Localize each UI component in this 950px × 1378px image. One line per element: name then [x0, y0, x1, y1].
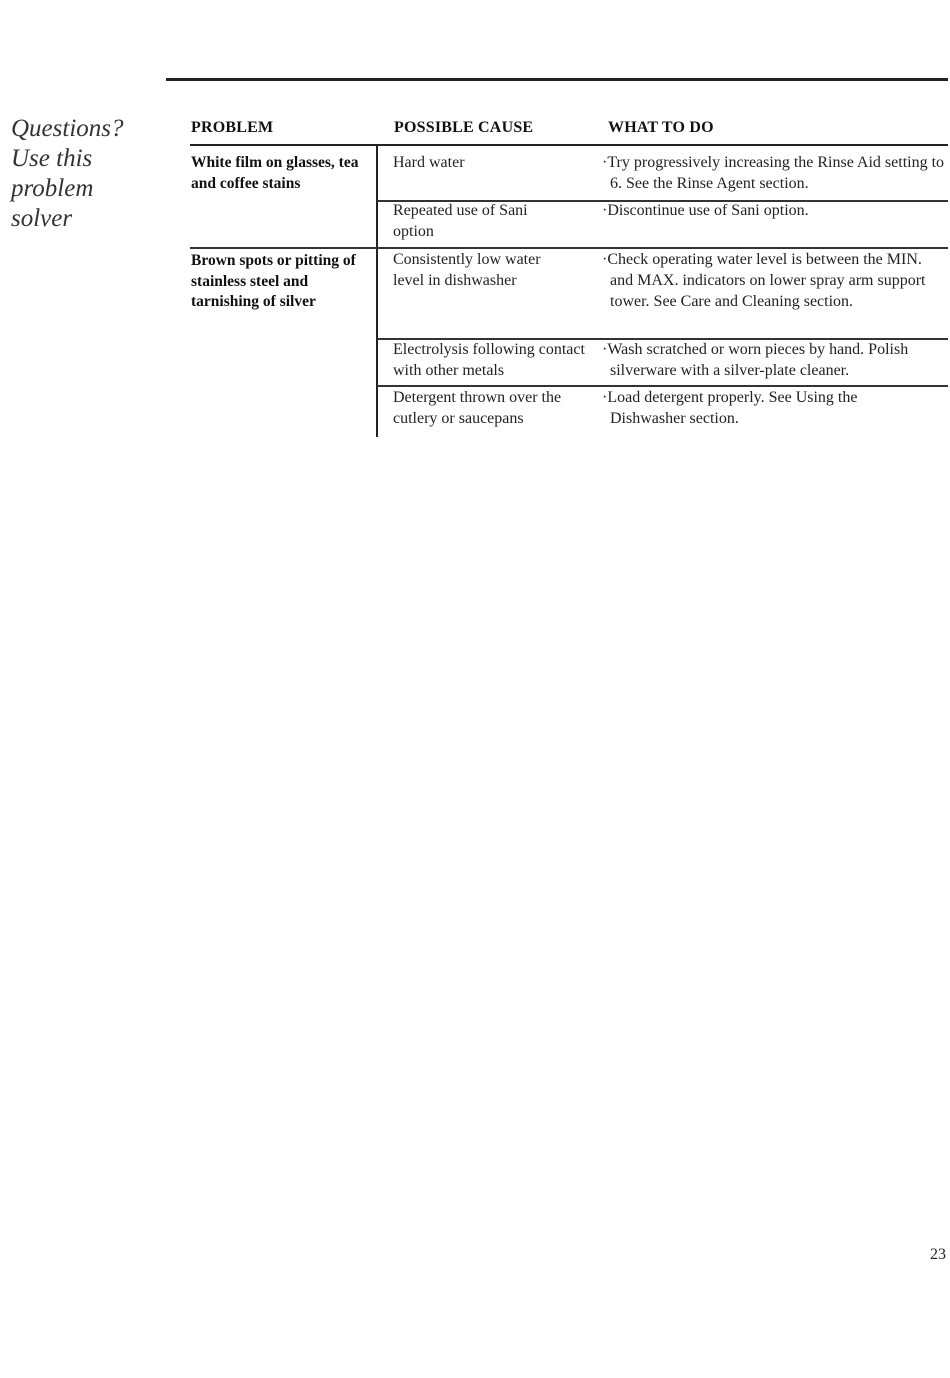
top-rule: [166, 78, 948, 81]
cause-cell: Electrolysis following contact with other metals: [393, 341, 585, 379]
todo-cell: ·Try progressively increasing the Rinse Aid setting to 6. See the Rinse Agent section.: [602, 154, 945, 192]
problem-white-film: White film on glasses, tea and coffee stains: [191, 154, 359, 192]
sidebar-line: Questions?: [11, 115, 124, 142]
sidebar-heading: [11, 114, 161, 234]
sidebar-line: solver: [11, 205, 73, 232]
sidebar-line: problem: [11, 175, 94, 202]
todo-cell: ·Discontinue use of Sani option.: [602, 202, 809, 219]
todo-cell: ·Check operating water level is between the MIN. and MAX. indicators on lower spray arm support tower. See Care and Cleaning section.: [602, 251, 926, 310]
header-possible-cause: POSSIBLE CAUSE: [394, 119, 534, 136]
header-rule: [190, 144, 948, 146]
todo-cell: ·Wash scratched or worn pieces by hand. Polish silverware with a silver-plate cleaner.: [602, 341, 909, 379]
header-what-to-do: WHAT TO DO: [608, 119, 714, 136]
cause-cell: Repeated use of Sani option: [393, 202, 528, 240]
column-divider: [376, 146, 378, 437]
cause-cell: Hard water: [393, 154, 465, 171]
group-divider: [190, 247, 948, 249]
sidebar-line: Use this: [11, 145, 93, 172]
cause-cell: Consistently low water level in dishwasher: [393, 251, 541, 289]
problem-brown-spots: Brown spots or pitting of stainless steel and tarnishing of silver: [191, 252, 356, 310]
cause-cell: Detergent thrown over the cutlery or saucepans: [393, 389, 562, 427]
todo-cell: ·Load detergent properly. See Using the Dishwasher section.: [602, 389, 858, 427]
header-problem: PROBLEM: [191, 119, 274, 136]
row-divider: [377, 385, 948, 387]
page-number: 23: [930, 1246, 946, 1263]
